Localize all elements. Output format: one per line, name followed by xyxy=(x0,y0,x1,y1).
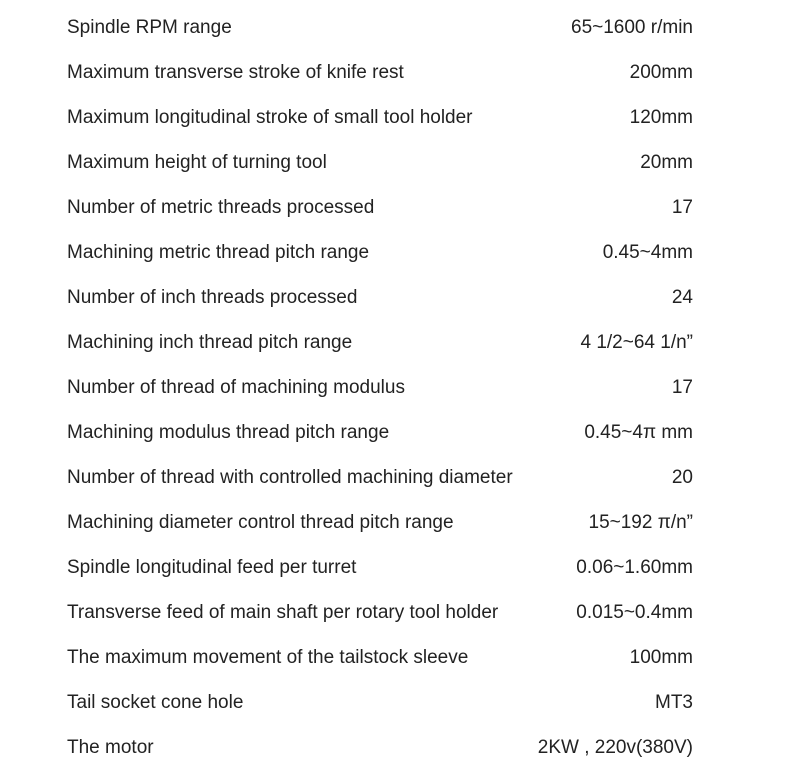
spec-value: 0.06~1.60mm xyxy=(576,557,693,578)
spec-label: Machining inch thread pitch range xyxy=(67,332,353,353)
spec-value: 0.45~4π mm xyxy=(584,422,693,443)
spec-row-metric-thread-pitch xyxy=(67,230,693,275)
spec-value: 24 xyxy=(671,287,693,308)
spec-label: Maximum longitudinal stroke of small tool holder xyxy=(67,107,473,128)
spec-label: Number of thread with controlled machining diameter xyxy=(67,467,513,488)
spec-row-tail-socket-cone-hole xyxy=(67,680,693,725)
spec-label: Spindle RPM range xyxy=(67,17,232,38)
spec-value: 17 xyxy=(671,377,693,398)
spec-row-diameter-thread-count xyxy=(67,455,693,500)
spec-table xyxy=(67,5,693,770)
spec-row-motor xyxy=(67,725,693,770)
spec-label: Maximum transverse stroke of knife rest xyxy=(67,62,404,83)
spec-label: Transverse feed of main shaft per rotary tool holder xyxy=(67,602,499,623)
spec-label: Number of thread of machining modulus xyxy=(67,377,405,398)
spec-label: Machining modulus thread pitch range xyxy=(67,422,390,443)
spec-row-knife-rest-transverse-stroke xyxy=(67,50,693,95)
spec-value: 20mm xyxy=(640,152,693,173)
spec-value: 17 xyxy=(671,197,693,218)
spec-label: Number of metric threads processed xyxy=(67,197,375,218)
spec-row-turning-tool-height xyxy=(67,140,693,185)
spec-value: 0.015~0.4mm xyxy=(576,602,693,623)
spec-row-spindle-rpm-range xyxy=(67,5,693,50)
spec-value: 120mm xyxy=(629,107,693,128)
spec-row-modulus-thread-pitch xyxy=(67,410,693,455)
spec-row-tailstock-sleeve-movement xyxy=(67,635,693,680)
spec-label: Number of inch threads processed xyxy=(67,287,358,308)
spec-value: 100mm xyxy=(629,647,693,668)
spec-label: Machining diameter control thread pitch range xyxy=(67,512,454,533)
spec-label: Spindle longitudinal feed per turret xyxy=(67,557,357,578)
spec-row-inch-thread-pitch xyxy=(67,320,693,365)
spec-label: Machining metric thread pitch range xyxy=(67,242,370,263)
spec-value: 65~1600 r/min xyxy=(571,17,693,38)
spec-row-inch-thread-count xyxy=(67,275,693,320)
spec-label: The motor xyxy=(67,737,154,758)
spec-value: 200mm xyxy=(629,62,693,83)
spec-label: Tail socket cone hole xyxy=(67,692,244,713)
spec-row-small-tool-holder-stroke xyxy=(67,95,693,140)
spec-value: 15~192 π/n” xyxy=(588,512,693,533)
spec-row-modulus-thread-count xyxy=(67,365,693,410)
spec-value: 4 1/2~64 1/n” xyxy=(580,332,693,353)
spec-row-transverse-feed xyxy=(67,590,693,635)
spec-label: Maximum height of turning tool xyxy=(67,152,327,173)
spec-value: MT3 xyxy=(655,692,693,713)
spec-row-metric-thread-count xyxy=(67,185,693,230)
spec-row-longitudinal-feed xyxy=(67,545,693,590)
spec-row-diameter-thread-pitch xyxy=(67,500,693,545)
spec-label: The maximum movement of the tailstock sleeve xyxy=(67,647,469,668)
spec-value: 20 xyxy=(671,467,693,488)
spec-value: 0.45~4mm xyxy=(602,242,693,263)
spec-value: 2KW , 220v(380V) xyxy=(537,737,693,758)
